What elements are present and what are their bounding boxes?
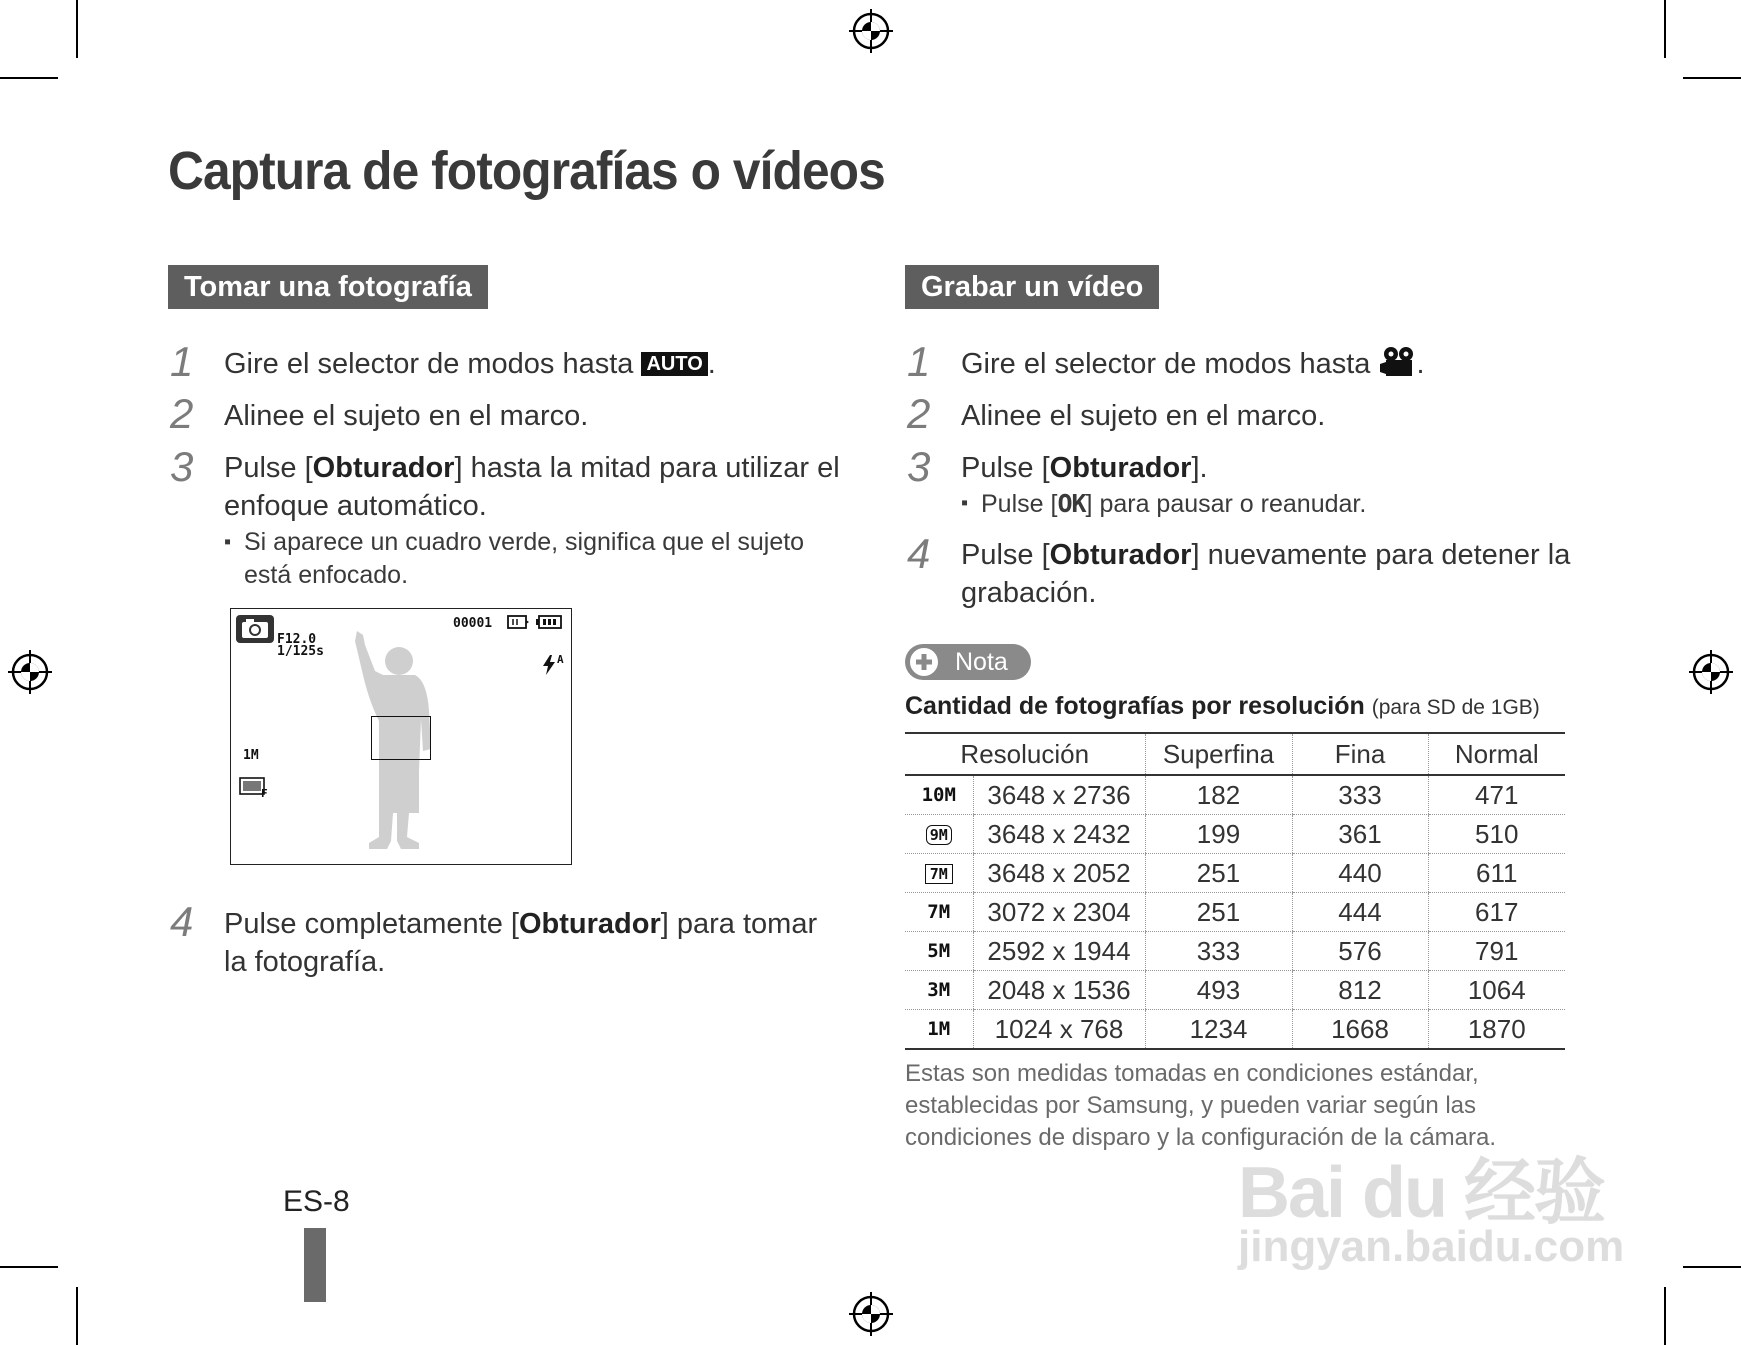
section-header-video: Grabar un vídeo	[905, 265, 1159, 309]
crop-mark	[1683, 77, 1741, 79]
table-heading-note: (para SD de 1GB)	[1371, 696, 1540, 719]
shutter-speed-value: 1/125s	[277, 644, 324, 659]
step-number: 2	[907, 390, 931, 437]
memory-card-icon	[507, 615, 529, 629]
video-step-2: Alinee el sujeto en el marco.	[961, 400, 1326, 432]
baidu-watermark-logo: Bai du 经验	[1238, 1153, 1605, 1233]
normal-cell: 510	[1428, 815, 1565, 854]
fina-cell: 812	[1292, 971, 1428, 1010]
resolution-cell: 2592 x 1944	[973, 932, 1145, 971]
crop-mark	[1664, 1287, 1666, 1345]
registration-mark-icon	[849, 9, 893, 53]
normal-cell: 611	[1428, 854, 1565, 893]
flash-mode-label: A	[557, 653, 564, 666]
step-number: 3	[907, 443, 931, 490]
camera-mode-icon	[236, 615, 274, 643]
resolution-table	[905, 732, 1565, 1050]
movie-mode-icon	[1378, 346, 1416, 378]
column-header: Fina	[1292, 733, 1428, 775]
resolution-7m-icon: 7M	[905, 893, 973, 932]
superfina-cell: 182	[1145, 775, 1292, 815]
step-number: 2	[170, 390, 194, 437]
table-row	[905, 775, 1565, 815]
page-number: ES-8	[283, 1185, 350, 1218]
step-text: enfoque automático.	[224, 490, 487, 522]
table-row	[905, 815, 1565, 854]
step-number: 4	[907, 530, 931, 577]
normal-cell: 1064	[1428, 971, 1565, 1010]
superfina-cell: 333	[1145, 932, 1292, 971]
video-step-1	[961, 345, 1425, 383]
fina-cell: 361	[1292, 815, 1428, 854]
bullet-text: Si aparece un cuadro verde, significa que el sujeto	[244, 528, 805, 556]
resolution-cell: 1024 x 768	[973, 1010, 1145, 1050]
crop-mark	[1683, 1266, 1741, 1268]
resolution-cell: 3648 x 2736	[973, 775, 1145, 815]
flash-icon	[542, 655, 556, 675]
resolution-cell: 3648 x 2432	[973, 815, 1145, 854]
column-header: Resolución	[905, 733, 1145, 775]
shutter-key-label: Obturador	[518, 908, 661, 940]
step-text: Pulse completamente [	[224, 908, 519, 940]
crop-mark	[0, 77, 58, 79]
table-row	[905, 1010, 1565, 1050]
normal-cell: 617	[1428, 893, 1565, 932]
plus-circle-icon	[907, 645, 941, 679]
fina-cell: 576	[1292, 932, 1428, 971]
superfina-cell: 1234	[1145, 1010, 1292, 1050]
photo-step-1	[224, 345, 716, 383]
shutter-key-label: Obturador	[1049, 539, 1192, 571]
bullet-text: ] para pausar o reanudar.	[1085, 490, 1367, 518]
resolution-7m-wide-icon: 7M	[925, 864, 953, 884]
page-tab-marker	[304, 1228, 326, 1302]
photo-step-3	[224, 449, 844, 525]
table-header-row	[905, 733, 1565, 775]
normal-cell: 791	[1428, 932, 1565, 971]
note-label: Nota	[955, 648, 1008, 676]
registration-mark-icon	[8, 650, 52, 694]
camera-screen-illustration	[230, 608, 572, 865]
fina-cell: 333	[1292, 775, 1428, 815]
table-row	[905, 971, 1565, 1010]
step-text: ] nuevamente para detener la	[1191, 539, 1571, 571]
step-text: Pulse [	[961, 539, 1050, 571]
step-text: la fotografía.	[224, 946, 386, 978]
step-number: 3	[170, 443, 194, 490]
video-step-3	[961, 449, 1208, 487]
step-number: 4	[170, 898, 194, 945]
column-header: Normal	[1428, 733, 1565, 775]
bullet-text: está enfocado.	[244, 561, 409, 589]
footnote-line: establecidas por Samsung, y pueden variar según las	[905, 1092, 1477, 1119]
shutter-key-label: Obturador	[1049, 452, 1192, 484]
table-heading	[905, 692, 1540, 721]
resolution-1m-icon: 1M	[905, 1010, 973, 1050]
bullet-text: Pulse [	[981, 490, 1058, 518]
registration-mark-icon	[1689, 650, 1733, 694]
auto-mode-icon: AUTO	[641, 352, 707, 376]
table-row	[905, 893, 1565, 932]
crop-mark	[1664, 0, 1666, 58]
table-row	[905, 932, 1565, 971]
video-step-3-bullet	[961, 487, 1581, 521]
resolution-3m-icon: 3M	[905, 971, 973, 1010]
quality-label: F	[261, 787, 268, 800]
video-step-4	[961, 536, 1581, 612]
footnote-line: condiciones de disparo y la configuración de la cámara.	[905, 1124, 1497, 1151]
step-text: Pulse [	[224, 452, 313, 484]
step-text: ] para tomar	[660, 908, 818, 940]
resolution-9m-wide-icon: 9M	[926, 825, 952, 845]
fina-cell: 444	[1292, 893, 1428, 932]
crop-mark	[76, 0, 78, 58]
note-badge	[905, 644, 1031, 680]
superfina-cell: 199	[1145, 815, 1292, 854]
resolution-5m-icon: 5M	[905, 932, 973, 971]
photo-step-2: Alinee el sujeto en el marco.	[224, 400, 589, 432]
page-title: Captura de fotografías o vídeos	[168, 141, 885, 201]
step-text: ].	[1191, 452, 1208, 484]
shutter-key-label: Obturador	[312, 452, 455, 484]
shot-counter: 00001	[453, 616, 493, 631]
step-text: .	[1416, 348, 1425, 380]
step-text: grabación.	[961, 577, 1097, 609]
table-row	[905, 854, 1565, 893]
resolution-cell: 3648 x 2052	[973, 854, 1145, 893]
battery-icon	[536, 615, 562, 629]
step-text: .	[707, 348, 716, 380]
step-number: 1	[170, 338, 194, 385]
bullet-icon: ▪	[961, 492, 969, 514]
normal-cell: 1870	[1428, 1010, 1565, 1050]
crop-mark	[0, 1266, 58, 1268]
registration-mark-icon	[849, 1292, 893, 1336]
resolution-cell: 3072 x 2304	[973, 893, 1145, 932]
table-heading-text: Cantidad de fotografías por resolución	[905, 692, 1365, 720]
resolution-cell: 2048 x 1536	[973, 971, 1145, 1010]
superfina-cell: 251	[1145, 854, 1292, 893]
step-text: Gire el selector de modos hasta	[961, 348, 1379, 380]
column-header: Superfina	[1145, 733, 1292, 775]
aperture-value: F12.0	[277, 632, 317, 647]
fina-cell: 440	[1292, 854, 1428, 893]
resolution-10m-icon: 10M	[905, 775, 973, 815]
baidu-watermark-url: jingyan.baidu.com	[1238, 1222, 1625, 1271]
normal-cell: 471	[1428, 775, 1565, 815]
section-header-photo: Tomar una fotografía	[168, 265, 488, 309]
footnote-line: Estas son medidas tomadas en condiciones estándar,	[905, 1060, 1479, 1087]
photo-step-4	[224, 905, 844, 981]
bullet-icon: ▪	[224, 531, 232, 553]
step-text: ] hasta la mitad para utilizar el	[454, 452, 840, 484]
fina-cell: 1668	[1292, 1010, 1428, 1050]
crop-mark	[76, 1287, 78, 1345]
step-text: Gire el selector de modos hasta	[224, 348, 642, 380]
focus-frame	[371, 716, 431, 760]
superfina-cell: 493	[1145, 971, 1292, 1010]
ok-button-icon: OK	[1057, 489, 1086, 518]
step-text: Pulse [	[961, 452, 1050, 484]
photo-size-label: 1M	[243, 748, 259, 763]
step-number: 1	[907, 338, 931, 385]
superfina-cell: 251	[1145, 893, 1292, 932]
photo-step-3-bullet	[224, 526, 844, 592]
